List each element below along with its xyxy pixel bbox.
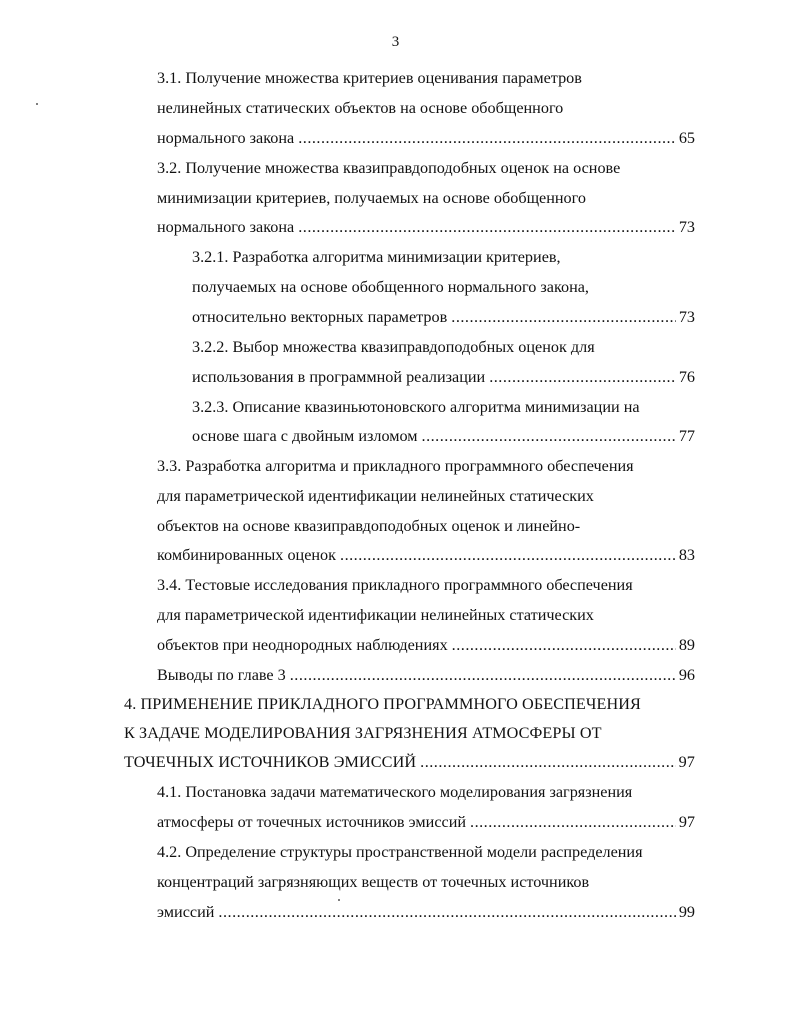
- toc-entry-4[interactable]: [124, 747, 695, 777]
- toc-line: 3.3. Разработка алгоритма и прикладного программного обеспечения: [157, 457, 634, 475]
- toc-line: основе шага с двойным изломом: [192, 427, 418, 445]
- toc-page-number: 99: [678, 903, 695, 921]
- toc-line: объектов на основе квазиправдоподобных оценок и линейно-: [157, 517, 581, 535]
- toc-page-number: 77: [678, 427, 695, 445]
- toc-entry-3-1[interactable]: [157, 123, 695, 153]
- toc-entry-3-3[interactable]: [157, 540, 695, 570]
- toc-entry-3-2-1[interactable]: [192, 302, 695, 332]
- toc-line: 4.1. Постановка задачи математического моделирования загрязнения: [157, 783, 633, 801]
- leader-dots: [290, 660, 676, 690]
- toc-entry-4-2[interactable]: [157, 897, 695, 927]
- toc-line: ТОЧЕЧНЫХ ИСТОЧНИКОВ ЭМИССИЙ: [124, 753, 417, 771]
- toc-entry-3-2-2[interactable]: [192, 362, 695, 392]
- toc-page-number: 73: [678, 218, 695, 236]
- toc-page-number: 83: [678, 546, 695, 564]
- toc-page-number: 73: [678, 308, 695, 326]
- scan-speck: [36, 103, 38, 105]
- toc-line: 4.2. Определение структуры пространственной модели распределения: [157, 843, 643, 861]
- toc-line: использования в программной реализации: [192, 368, 486, 386]
- toc-line: для параметрической идентификации нелинейных статических: [157, 487, 594, 505]
- toc-line: минимизации критериев, получаемых на основе обобщенного: [157, 189, 586, 207]
- toc-line: атмосферы от точечных источников эмиссий: [157, 813, 467, 831]
- toc-line: К ЗАДАЧЕ МОДЕЛИРОВАНИЯ ЗАГРЯЗНЕНИЯ АТМОСФЕРЫ ОТ: [124, 724, 602, 742]
- leader-dots: [340, 540, 676, 570]
- toc-line: получаемых на основе обобщенного нормального закона,: [192, 278, 589, 296]
- leader-dots: [470, 807, 676, 837]
- toc-page-number: 65: [678, 129, 695, 147]
- leader-dots: [298, 212, 676, 242]
- toc-line: для параметрической идентификации нелинейных статических: [157, 606, 594, 624]
- toc-entry-3-2[interactable]: [157, 212, 695, 242]
- leader-dots: [489, 362, 676, 392]
- toc-entry-4-1[interactable]: [157, 807, 695, 837]
- toc-line: эмиссий: [157, 903, 215, 921]
- toc-line: объектов при неоднородных наблюдениях: [157, 636, 448, 654]
- leader-dots: [298, 123, 676, 153]
- toc-entry-3-4[interactable]: [157, 630, 695, 660]
- toc-entry-conclusions-3[interactable]: [157, 660, 695, 690]
- toc-page-number: 89: [678, 636, 695, 654]
- toc-line: нормального закона: [157, 129, 295, 147]
- toc-line: 3.2.3. Описание квазиньютоновского алгоритма минимизации на: [192, 398, 640, 416]
- leader-dots: [420, 747, 675, 777]
- toc-page-number: 96: [678, 666, 695, 684]
- toc-line: 3.4. Тестовые исследования прикладного программного обеспечения: [157, 576, 633, 594]
- toc-line: 4. ПРИМЕНЕНИЕ ПРИКЛАДНОГО ПРОГРАММНОГО ОБЕСПЕЧЕНИЯ: [124, 695, 641, 713]
- toc-line: 3.2. Получение множества квазиправдоподобных оценок на основе: [157, 159, 621, 177]
- leader-dots: [452, 630, 676, 660]
- toc-line: 3.2.1. Разработка алгоритма минимизации критериев,: [192, 248, 561, 266]
- toc-page-number: 97: [678, 813, 695, 831]
- toc-line: Выводы по главе 3: [157, 666, 286, 684]
- toc-entry-3-2-3[interactable]: [192, 421, 695, 451]
- toc-line: нелинейных статических объектов на основе обобщенного: [157, 99, 564, 117]
- leader-dots: [218, 897, 675, 927]
- toc-line: концентраций загрязняющих веществ от точечных источников: [157, 873, 590, 891]
- toc-line: комбинированных оценок: [157, 546, 337, 564]
- leader-dots: [422, 421, 676, 451]
- toc-line: 3.2.2. Выбор множества квазиправдоподобных оценок для: [192, 338, 595, 356]
- page-number: 3: [391, 34, 400, 50]
- toc-line: 3.1. Получение множества критериев оценивания параметров: [157, 69, 582, 87]
- scan-speck: [338, 899, 340, 901]
- toc-page-number: 76: [678, 368, 695, 386]
- leader-dots: [451, 302, 676, 332]
- toc-line: нормального закона: [157, 218, 295, 236]
- toc-line: относительно векторных параметров: [192, 308, 448, 326]
- toc-page-number: 97: [678, 753, 695, 771]
